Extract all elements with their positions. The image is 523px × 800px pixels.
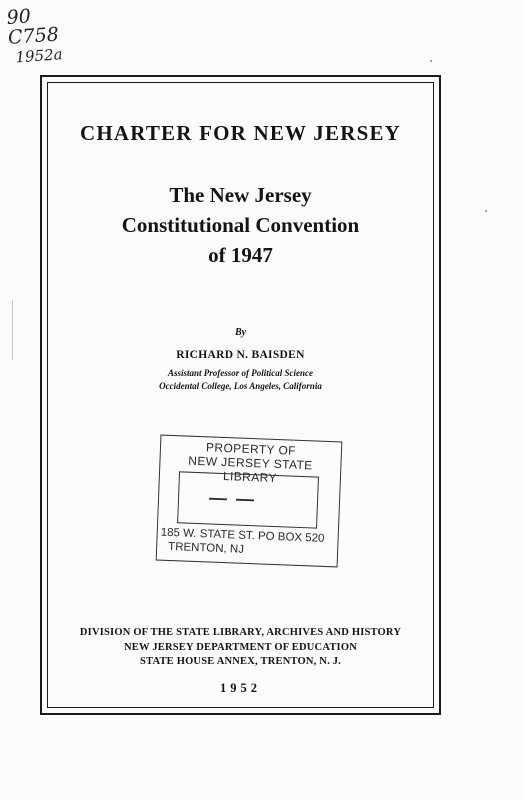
title-page-border	[40, 75, 441, 715]
subtitle-line: of 1947	[208, 243, 273, 267]
handwritten-line: 1952a	[14, 45, 64, 67]
subtitle	[48, 180, 433, 270]
handwritten-line: C758	[7, 23, 60, 49]
paper-speck	[485, 210, 487, 212]
title-page-inner-border	[47, 82, 434, 708]
publisher-line: NEW JERSEY DEPARTMENT OF EDUCATION	[124, 641, 357, 653]
publisher-line: DIVISION OF THE STATE LIBRARY, ARCHIVES AND HISTORY	[79, 627, 402, 638]
publisher-block	[48, 626, 433, 670]
handwritten-call-number	[6, 4, 63, 68]
subtitle-line: The New Jersey	[169, 183, 312, 207]
publisher-line: STATE HOUSE ANNEX, TRENTON, N. J.	[140, 656, 341, 667]
stamp-line: PROPERTY OF	[205, 440, 297, 458]
affiliation-line: Occidental College, Los Angeles, California	[159, 381, 322, 391]
stamp-address: 185 W. STATE ST. PO BOX 520	[160, 526, 325, 545]
subtitle-line: Constitutional Convention	[121, 213, 360, 237]
stamp-inner-box	[177, 471, 319, 528]
author-affiliation	[48, 367, 433, 393]
handwritten-line: 90	[5, 5, 32, 29]
author-name: RICHARD N. BAISDEN	[176, 349, 305, 361]
library-stamp	[156, 435, 343, 568]
paper-edge-mark	[12, 300, 13, 360]
page-title: CHARTER FOR NEW JERSEY	[79, 121, 402, 145]
stamp-box-text: — —	[208, 487, 257, 510]
paper-speck	[430, 60, 432, 62]
stamp-line: NEW JERSEY STATE LIBRARY	[188, 453, 313, 486]
publication-year: 1952	[220, 681, 261, 695]
stamp-address: TRENTON, NJ	[167, 540, 245, 556]
byline: By	[234, 327, 247, 338]
affiliation-line: Assistant Professor of Political Science	[168, 368, 313, 378]
